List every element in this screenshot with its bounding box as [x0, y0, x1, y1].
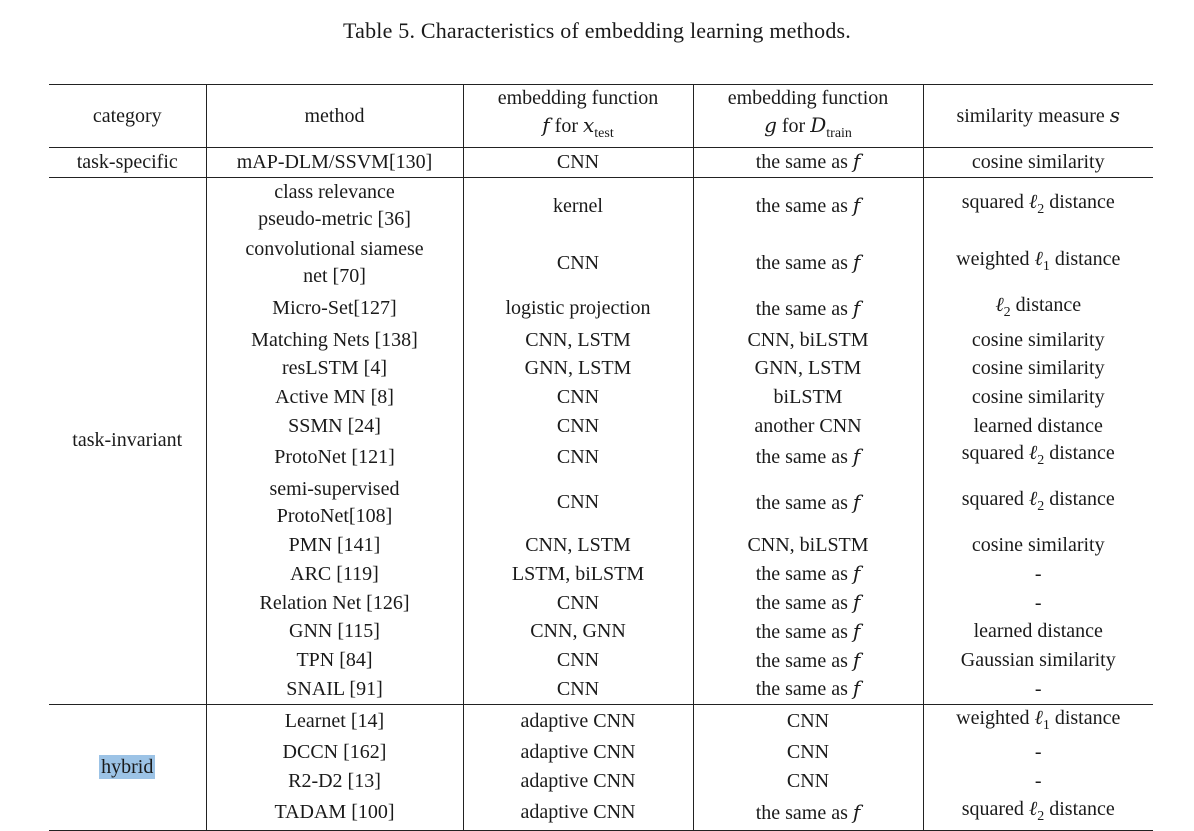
header-g-for: for — [781, 115, 806, 137]
similarity-suffix: distance — [1049, 191, 1115, 214]
embedding-f-cell: CNN, LSTM — [463, 326, 693, 355]
header-similarity-label: similarity measure — [956, 105, 1105, 127]
table-row — [49, 177, 1153, 235]
table-body — [49, 148, 1153, 831]
embedding-g-text: the same as — [755, 678, 848, 701]
method-line: convolutional siamese — [245, 238, 424, 261]
method-cell — [206, 235, 463, 292]
table-row — [49, 292, 1153, 326]
ell-norm-symbol: ℓ — [1028, 797, 1038, 820]
embedding-g-cell — [693, 440, 923, 474]
ell-norm-symbol: ℓ — [1028, 487, 1038, 510]
method-line: pseudo-metric [36] — [258, 208, 411, 231]
similarity-cell — [923, 235, 1153, 292]
embedding-g-text: the same as — [755, 195, 848, 218]
header-f-var: x — [583, 113, 595, 137]
similarity-cell: - — [1034, 562, 1042, 585]
embedding-g-cell — [693, 235, 923, 292]
category-label: task-invariant — [72, 429, 183, 452]
similarity-cell: - — [1034, 741, 1042, 764]
table-row — [49, 148, 1153, 178]
similarity-cell: Gaussian similarity — [960, 649, 1116, 672]
method-line: net [70] — [303, 265, 366, 288]
embedding-f-cell: adaptive CNN — [463, 704, 693, 739]
similarity-prefix: squared — [961, 797, 1024, 820]
similarity-prefix: weighted — [956, 706, 1030, 729]
table-row — [49, 796, 1153, 831]
table-row — [49, 589, 1153, 618]
header-f-for: for — [554, 115, 578, 137]
table-row — [49, 560, 1153, 589]
embedding-g-cell — [693, 292, 923, 326]
embedding-g-cell — [693, 589, 923, 618]
category-label: hybrid — [101, 755, 154, 778]
embedding-methods-table — [49, 84, 1153, 831]
embedding-f-cell: GNN, LSTM — [463, 354, 693, 383]
method-cell: Micro-Set[127] — [206, 292, 463, 326]
embedding-g-cell — [693, 148, 923, 178]
table-row — [49, 704, 1153, 739]
embedding-g-text: the same as — [755, 297, 848, 320]
method-cell — [206, 474, 463, 531]
header-f-sub: test — [594, 126, 614, 141]
embedding-g-text: CNN — [786, 770, 830, 793]
header-method: method — [206, 85, 463, 148]
ell-norm-subscript: 1 — [1042, 259, 1050, 275]
method-cell: Relation Net [126] — [206, 589, 463, 618]
method-cell: TADAM [100] — [206, 796, 463, 831]
header-g-symbol: g — [764, 113, 777, 137]
ell-norm-subscript: 2 — [1003, 304, 1011, 320]
embedding-g-text: the same as — [755, 592, 848, 615]
embedding-g-text: biLSTM — [773, 385, 843, 408]
table-row — [49, 739, 1153, 768]
ell-norm-symbol: ℓ — [1034, 248, 1043, 271]
header-g-var: D — [810, 113, 827, 137]
embedding-g-symbol: f — [852, 561, 861, 586]
embedding-g-text: the same as — [755, 801, 848, 824]
similarity-cell: - — [1034, 591, 1042, 614]
embedding-g-text: GNN, LSTM — [754, 357, 862, 380]
similarity-cell — [923, 704, 1153, 739]
embedding-g-symbol: f — [852, 618, 861, 643]
method-cell: DCCN [162] — [206, 739, 463, 768]
similarity-cell — [923, 177, 1153, 235]
similarity-cell — [923, 474, 1153, 531]
header-embedding-g-line1: embedding function — [727, 87, 889, 109]
embedding-f-cell: CNN — [463, 412, 693, 441]
header-row — [49, 85, 1153, 148]
embedding-g-cell — [693, 675, 923, 704]
similarity-suffix: distance — [1049, 797, 1115, 820]
embedding-g-symbol: f — [852, 489, 861, 514]
similarity-cell — [923, 440, 1153, 474]
embedding-g-text: another CNN — [754, 414, 862, 437]
embedding-f-cell: CNN — [463, 235, 693, 292]
header-category: category — [49, 85, 206, 148]
table-row — [49, 412, 1153, 441]
table-row — [49, 618, 1153, 647]
embedding-f-cell: CNN — [463, 646, 693, 675]
embedding-f-cell: CNN, GNN — [463, 618, 693, 647]
embedding-g-text: CNN — [786, 741, 830, 764]
embedding-f-cell: CNN — [463, 383, 693, 412]
table-row — [49, 767, 1153, 796]
table-row — [49, 675, 1153, 704]
method-cell: resLSTM [4] — [206, 354, 463, 383]
method-cell: PMN [141] — [206, 531, 463, 560]
similarity-cell: learned distance — [973, 620, 1103, 643]
embedding-g-text: CNN, biLSTM — [747, 534, 869, 557]
embedding-g-cell — [693, 474, 923, 531]
embedding-g-cell — [693, 796, 923, 831]
table-row — [49, 235, 1153, 292]
similarity-suffix: distance — [1054, 248, 1121, 271]
category-cell-task-invariant — [49, 177, 206, 704]
ell-norm-subscript: 1 — [1042, 717, 1050, 733]
similarity-cell — [923, 292, 1153, 326]
embedding-g-cell — [693, 412, 923, 441]
table-row — [49, 646, 1153, 675]
method-cell: Matching Nets [138] — [206, 326, 463, 355]
embedding-g-symbol: f — [852, 149, 861, 174]
table-caption: Table 5. Characteristics of embedding learning methods. — [343, 18, 851, 43]
embedding-g-cell — [693, 354, 923, 383]
similarity-cell: - — [923, 675, 1153, 704]
ell-norm-symbol: ℓ — [1034, 706, 1043, 729]
embedding-f-cell: LSTM, biLSTM — [463, 560, 693, 589]
similarity-cell: cosine similarity — [923, 148, 1153, 178]
method-cell: SSMN [24] — [206, 412, 463, 441]
embedding-g-text: the same as — [755, 446, 848, 469]
header-embedding-f — [463, 85, 693, 148]
category-cell-task-specific — [49, 148, 206, 178]
method-cell: ProtoNet [121] — [206, 440, 463, 474]
embedding-g-cell — [693, 704, 923, 739]
similarity-cell: cosine similarity — [971, 328, 1105, 351]
similarity-suffix: distance — [1054, 706, 1121, 729]
ell-norm-subscript: 2 — [1037, 202, 1045, 218]
method-cell — [206, 177, 463, 235]
embedding-g-cell — [693, 767, 923, 796]
embedding-f-cell: adaptive CNN — [463, 767, 693, 796]
embedding-g-cell — [693, 739, 923, 768]
similarity-cell: cosine similarity — [971, 385, 1105, 408]
embedding-f-cell: CNN — [463, 474, 693, 531]
embedding-g-text: the same as — [755, 151, 848, 174]
embedding-f-cell: kernel — [463, 177, 693, 235]
similarity-cell: cosine similarity — [971, 534, 1105, 557]
similarity-prefix: squared — [961, 191, 1024, 214]
embedding-g-text: the same as — [755, 620, 848, 643]
similarity-cell: - — [1034, 770, 1042, 793]
embedding-f-cell: CNN — [463, 148, 693, 178]
method-cell: ARC [119] — [206, 560, 463, 589]
embedding-g-text: the same as — [755, 491, 848, 514]
category-label: task-specific — [76, 150, 178, 173]
similarity-cell: cosine similarity — [971, 357, 1105, 380]
header-embedding-g-line2 — [700, 112, 917, 147]
similarity-suffix: distance — [1015, 293, 1082, 316]
method-cell: R2-D2 [13] — [206, 767, 463, 796]
similarity-cell — [923, 796, 1153, 831]
header-similarity-symbol: s — [1109, 103, 1121, 127]
category-cell-hybrid — [49, 704, 206, 830]
header-embedding-f-line2 — [470, 112, 687, 147]
similarity-cell: learned distance — [973, 414, 1103, 437]
ell-norm-subscript: 2 — [1037, 808, 1045, 824]
embedding-f-cell: adaptive CNN — [463, 796, 693, 831]
ell-norm-subscript: 2 — [1037, 498, 1045, 514]
embedding-g-symbol: f — [852, 799, 861, 824]
embedding-g-text: the same as — [755, 649, 848, 672]
embedding-g-cell — [693, 326, 923, 355]
similarity-prefix: squared — [961, 442, 1024, 465]
embedding-f-cell: CNN — [463, 589, 693, 618]
embedding-g-symbol: f — [852, 590, 861, 615]
embedding-f-cell: logistic projection — [463, 292, 693, 326]
embedding-g-cell — [693, 531, 923, 560]
header-f-symbol: f — [542, 113, 550, 137]
embedding-g-text: CNN, biLSTM — [747, 328, 869, 351]
method-line: semi-supervised — [269, 477, 400, 500]
header-g-sub: train — [826, 126, 852, 141]
embedding-g-cell — [693, 560, 923, 589]
ell-norm-symbol: ℓ — [995, 293, 1004, 316]
embedding-f-cell: CNN, LSTM — [463, 531, 693, 560]
embedding-g-text: the same as — [755, 252, 848, 275]
ell-norm-subscript: 2 — [1037, 453, 1045, 469]
embedding-g-symbol: f — [852, 647, 861, 672]
embedding-g-symbol: f — [852, 676, 861, 701]
embedding-g-cell — [693, 383, 923, 412]
ell-norm-symbol: ℓ — [1028, 191, 1038, 214]
table-row — [49, 326, 1153, 355]
table-row — [49, 383, 1153, 412]
method-cell: GNN [115] — [206, 618, 463, 647]
table-row — [49, 354, 1153, 383]
method-line: class relevance — [274, 181, 395, 204]
embedding-g-text: the same as — [755, 563, 848, 586]
method-cell: TPN [84] — [206, 646, 463, 675]
embedding-g-cell — [693, 618, 923, 647]
embedding-f-cell: CNN — [463, 440, 693, 474]
table-row — [49, 474, 1153, 531]
method-cell: SNAIL [91] — [206, 675, 463, 704]
embedding-g-cell — [693, 177, 923, 235]
header-embedding-f-line1: embedding function — [497, 87, 659, 109]
embedding-g-symbol: f — [852, 295, 861, 320]
similarity-prefix: squared — [961, 487, 1024, 510]
method-cell: Active MN [8] — [206, 383, 463, 412]
embedding-g-symbol: f — [852, 444, 861, 469]
method-line: ProtoNet[108] — [276, 504, 393, 527]
method-cell: Learnet [14] — [206, 704, 463, 739]
embedding-f-cell: adaptive CNN — [463, 739, 693, 768]
embedding-g-symbol: f — [852, 250, 861, 275]
embedding-g-cell — [693, 646, 923, 675]
embedding-f-cell: CNN — [463, 675, 693, 704]
method-cell: mAP-DLM/SSVM[130] — [206, 148, 463, 178]
similarity-prefix: weighted — [956, 248, 1030, 271]
table-row — [49, 440, 1153, 474]
similarity-suffix: distance — [1049, 487, 1115, 510]
embedding-g-text: CNN — [786, 710, 830, 733]
similarity-suffix: distance — [1049, 442, 1115, 465]
header-similarity — [923, 85, 1153, 148]
header-embedding-g — [693, 85, 923, 148]
ell-norm-symbol: ℓ — [1028, 442, 1038, 465]
table-row — [49, 531, 1153, 560]
embedding-g-symbol: f — [852, 193, 861, 218]
